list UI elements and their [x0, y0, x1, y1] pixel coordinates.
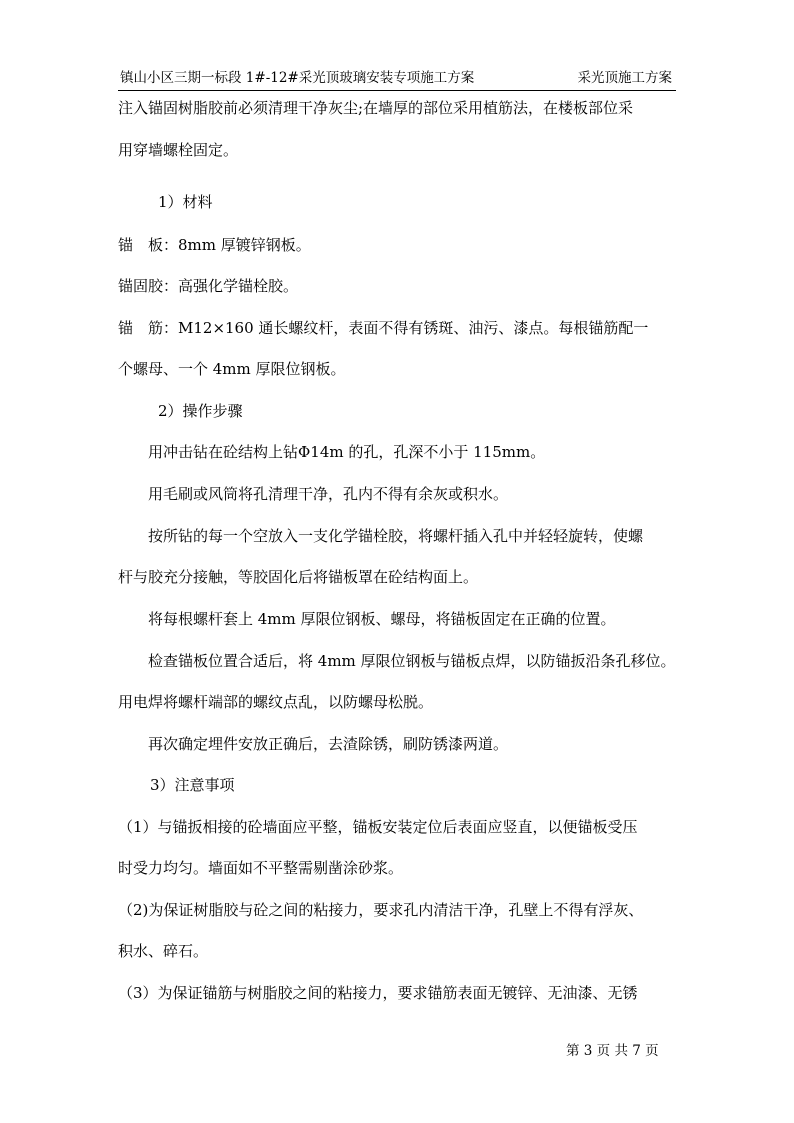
text-line: 用冲击钻在砼结构上钻Φ14m 的孔，孔深不小于 115mm。 [148, 443, 546, 461]
text-line: 用电焊将螺杆端部的螺纹点乱，以防螺母松脱。 [118, 693, 434, 711]
section-heading: 1）材料 [158, 193, 213, 211]
header-title: 镇山小区三期一标段 1#-12#采光顶玻璃安装专项施工方案 [120, 70, 475, 86]
text-line: 将每根螺杆套上 4mm 厚限位钢板、螺母，将锚板固定在正确的位置。 [148, 610, 616, 628]
text-line: 按所钻的每一个空放入一支化学锚栓胶，将螺杆插入孔中并轻轻旋转，使螺 [148, 527, 644, 545]
section-heading: 2）操作步骤 [158, 402, 243, 420]
header-section: 采光顶施工方案 [577, 70, 672, 86]
text-line: 锚 筋：M12×160 通长螺纹杆，表面不得有锈斑、油污、漆点。每根锚筋配一 [118, 319, 649, 337]
text-line: 再次确定埋件安放正确后，去渣除锈，刷防锈漆两道。 [148, 735, 509, 753]
section-heading: 3）注意事项 [150, 776, 235, 794]
text-line: 注入锚固树脂胶前必须清理干净灰尘;在墙厚的部位采用植筋法，在楼板部位采 [118, 99, 634, 117]
text-line: 积水、碎石。 [118, 942, 209, 960]
page-number: 第 3 页 共 7 页 [566, 1043, 659, 1059]
text-line: 时受力均匀。墙面如不平整需剔凿涂砂浆。 [118, 859, 404, 877]
text-line: （3）为保证锚筋与树脂胶之间的粘接力，要求锚筋表面无镀锌、无油漆、无锈 [118, 984, 638, 1002]
text-line: 用毛刷或风筒将孔清理干净，孔内不得有余灰或积水。 [148, 485, 509, 503]
text-line: 锚固胶：高强化学锚栓胶。 [118, 277, 299, 295]
text-line: 检查锚板位置合适后，将 4mm 厚限位钢板与锚板点焊，以防锚扳沿条孔移位。 [148, 652, 676, 670]
page-header [118, 68, 676, 91]
text-line: 锚 板：8mm 厚镀锌钢板。 [118, 236, 311, 254]
text-line: （2)为保证树脂胶与砼之间的粘接力，要求孔内清洁干净，孔壁上不得有浮灰、 [118, 901, 644, 919]
text-line: （1）与锚扳相接的砼墙面应平整，锚板安装定位后表面应竖直，以便锚板受压 [118, 818, 638, 836]
text-line: 杆与胶充分接触，等胶固化后将锚板罩在砼结构面上。 [118, 568, 479, 586]
text-line: 用穿墙螺栓固定。 [118, 141, 239, 159]
text-line: 个螺母、一个 4mm 厚限位钢板。 [118, 360, 346, 378]
